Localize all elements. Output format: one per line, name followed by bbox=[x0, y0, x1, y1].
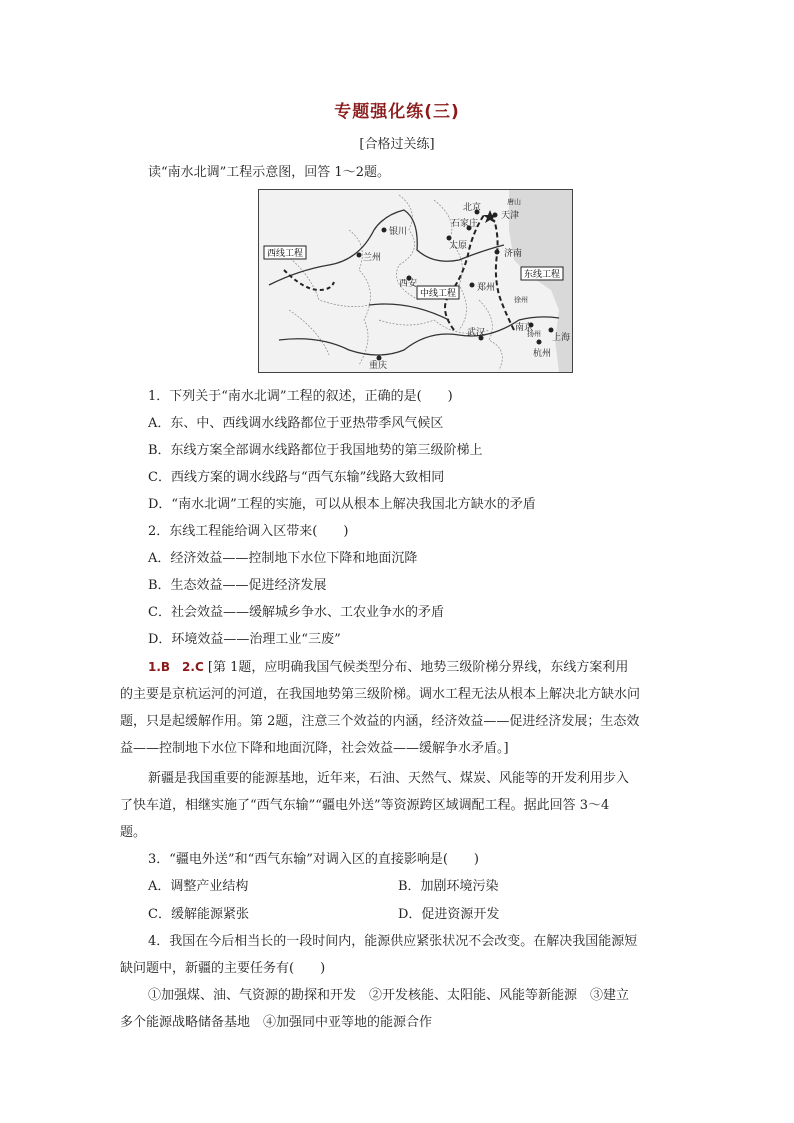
q2-option-b: B．生态效益——促进经济发展 bbox=[148, 578, 327, 593]
map-label-hangzhou: 杭州 bbox=[533, 349, 552, 359]
map-label-yangzhou: 扬州 bbox=[527, 330, 541, 338]
map-label-tianjin: 天津 bbox=[501, 211, 520, 221]
map-label-chongqing: 重庆 bbox=[369, 361, 388, 371]
q2-option-d: D．环境效益——治理工业“三废” bbox=[148, 632, 341, 647]
q3-stem: 3．“疆电外送”和“西气东输”对调入区的直接影响是( ) bbox=[148, 852, 479, 867]
map-label-tangshan: 唐山 bbox=[507, 198, 521, 206]
q1-option-b: B．东线方案全部调水线路都位于我国地势的第三级阶梯上 bbox=[148, 443, 483, 458]
answer-explanation-1: [第 1题，应明确我国气候类型分布、地势三级阶梯分界线，东线方案利用 bbox=[207, 660, 629, 675]
intro-text: 读“南水北调”工程示意图，回答 1～2题。 bbox=[148, 165, 390, 180]
q4-options-line2: 多个能源战略储备基地 ④加强同中亚等地的能源合作 bbox=[120, 1015, 433, 1030]
q2-option-c: C．社会效益——缓解城乡争水、工农业争水的矛盾 bbox=[148, 605, 444, 620]
passage2-line1: 新疆是我国重要的能源基地，近年来，石油、天然气、煤炭、风能等的开发利用步入 bbox=[148, 771, 630, 786]
answer-explanation-3: 题，只是起缓解作用。第 2题，注意三个效益的内涵，经济效益——促进经济发展；生态效 bbox=[120, 714, 640, 729]
section-subtitle: [合格过关练] bbox=[359, 137, 435, 152]
han-river bbox=[369, 304, 449, 320]
map-label-xuzhou: 徐州 bbox=[514, 296, 528, 304]
map-label-shijiazhuang: 石家庄 bbox=[451, 219, 479, 229]
map-label-jinan: 济南 bbox=[504, 249, 523, 259]
middle-line-label: 中线工程 bbox=[420, 289, 457, 299]
south-north-water-diversion-map bbox=[258, 189, 573, 373]
map-label-beijing: 北京 bbox=[463, 203, 482, 213]
map-label-zhengzhou: 郑州 bbox=[477, 283, 496, 293]
q1-option-d: D．“南水北调”工程的实施，可以从根本上解决我国北方缺水的矛盾 bbox=[148, 497, 536, 512]
answer-explanation-4: 益——控制地下水位下降和地面沉降，社会效益——缓解争水矛盾。] bbox=[120, 741, 509, 756]
q1-option-a: A．东、中、西线调水线路都位于亚热带季风气候区 bbox=[148, 416, 444, 431]
middle-line-route bbox=[445, 215, 484, 330]
q3-option-d: D．促进资源开发 bbox=[398, 907, 500, 922]
map-svg bbox=[259, 190, 572, 372]
map-label-lanzhou: 兰州 bbox=[363, 253, 382, 263]
page-title: 专题强化练(三) bbox=[334, 102, 460, 122]
west-line-label: 西线工程 bbox=[267, 249, 304, 259]
passage2-line3: 题。 bbox=[120, 825, 147, 840]
answer-key: 1.B 2.C bbox=[148, 660, 204, 674]
q1-stem: 1．下列关于“南水北调”工程的叙述，正确的是( ) bbox=[148, 389, 453, 404]
q4-options-line1: ①加强煤、油、气资源的勘探和开发 ②开发核能、太阳能、风能等新能源 ③建立 bbox=[148, 988, 630, 1003]
q2-stem: 2．东线工程能给调入区带来( ) bbox=[148, 524, 349, 539]
q2-option-a: A．经济效益——控制地下水位下降和地面沉降 bbox=[148, 551, 418, 566]
map-label-nanjing: 南京 bbox=[515, 323, 534, 333]
answer-first-line bbox=[148, 656, 628, 675]
map-label-wuhan: 武汉 bbox=[467, 328, 486, 338]
q3-option-b: B．加剧环境污染 bbox=[398, 879, 499, 894]
map-label-shanghai: 上海 bbox=[552, 333, 571, 343]
east-line-label: 东线工程 bbox=[524, 270, 561, 280]
map-label-taiyuan: 太原 bbox=[449, 241, 468, 251]
q1-option-c: C．西线方案的调水线路与“西气东输”线路大致相同 bbox=[148, 470, 445, 485]
q4-stem-line2: 缺问题中，新疆的主要任务有( ) bbox=[120, 961, 326, 976]
q3-option-a: A．调整产业结构 bbox=[148, 879, 249, 894]
q3-option-c: C．缓解能源紧张 bbox=[148, 907, 249, 922]
q4-stem-line1: 4．我国在今后相当长的一段时间内，能源供应紧张状况不会改变。在解决我国能源短 bbox=[148, 934, 638, 949]
passage2-line2: 了快车道，相继实施了“西气东输”“疆电外送”等资源跨区域调配工程。据此回答 3～4 bbox=[120, 798, 610, 813]
answer-explanation-2: 的主要是京杭运河的河道，在我国地势第三级阶梯。调水工程无法从根本上解决北方缺水问 bbox=[120, 687, 641, 702]
map-label-yinchuan: 银川 bbox=[389, 227, 408, 237]
map-label-xian: 西安 bbox=[399, 279, 418, 289]
